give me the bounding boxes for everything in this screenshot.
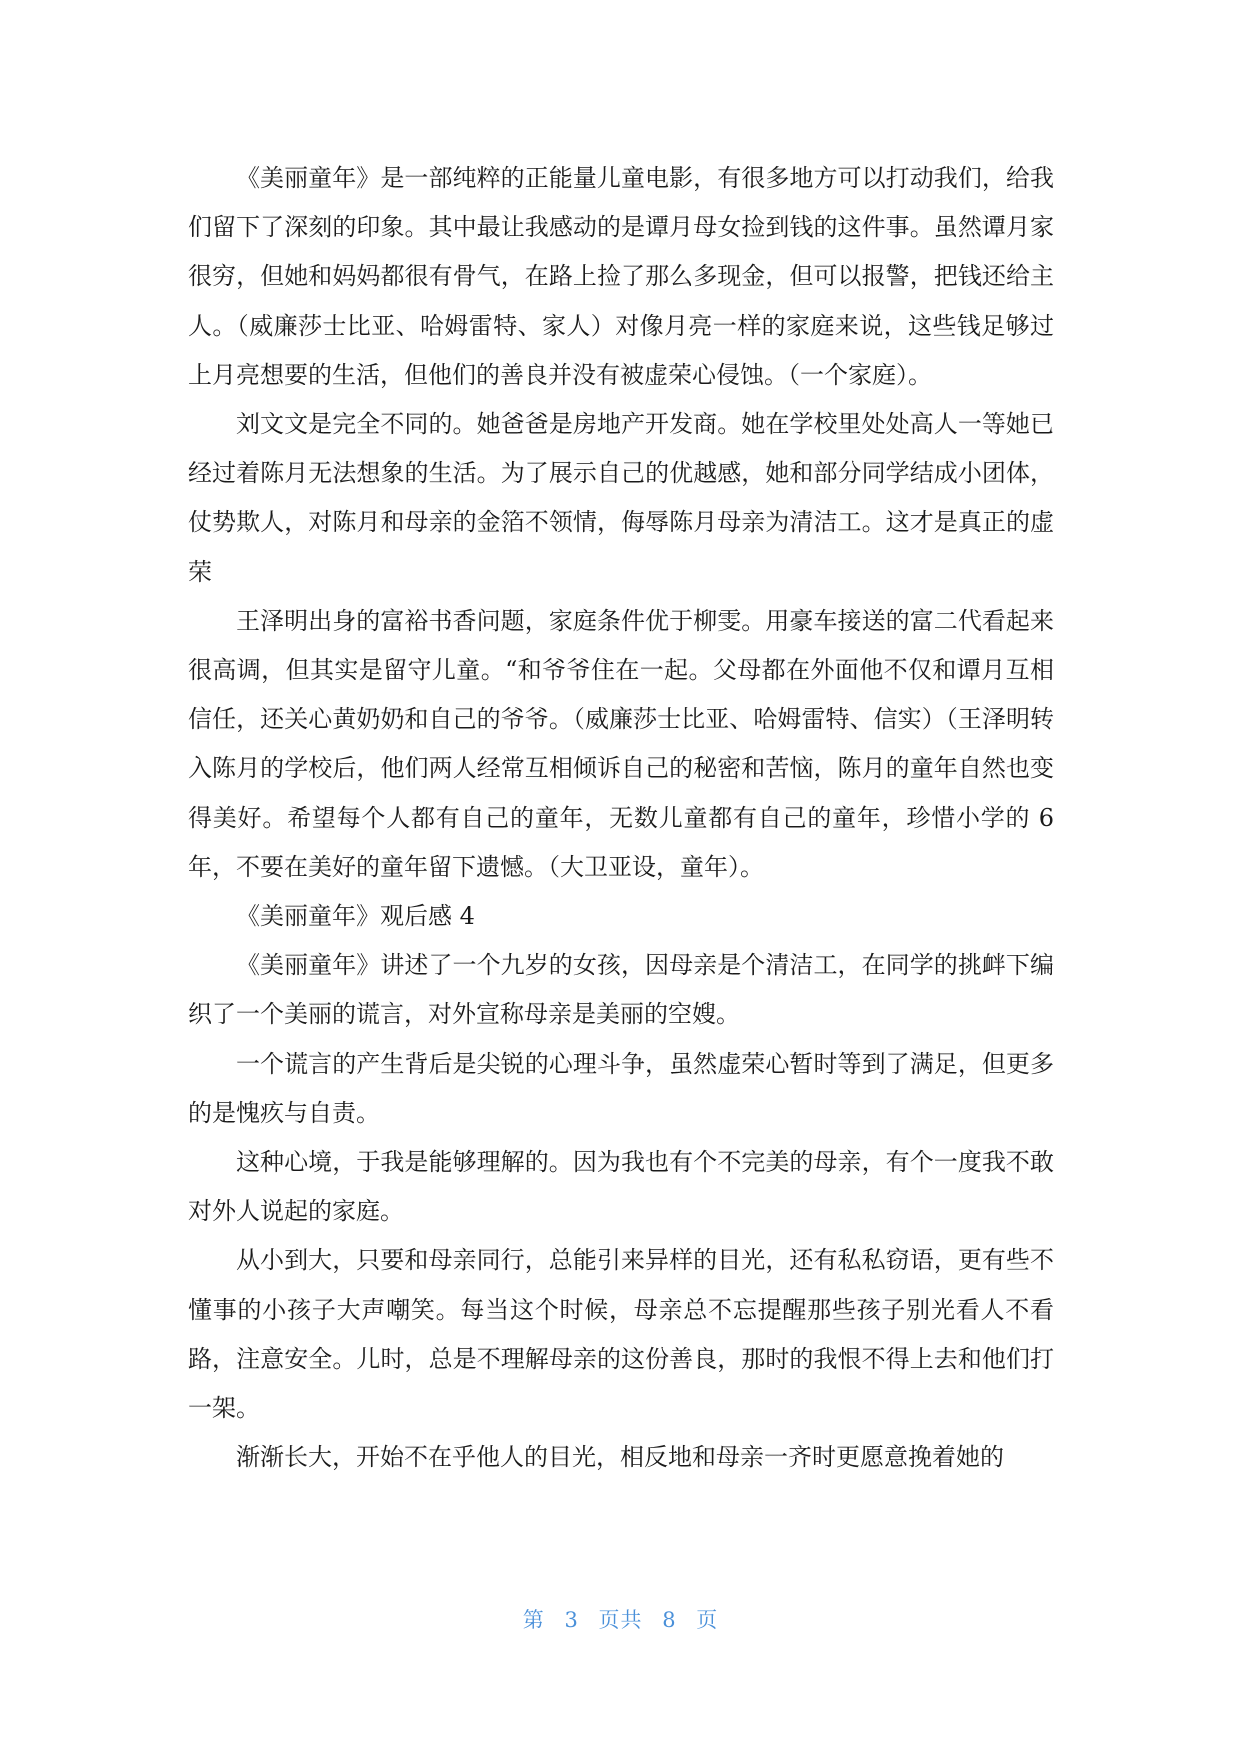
paragraph: 《美丽童年》是一部纯粹的正能量儿童电影，有很多地方可以打动我们，给我们留下了深刻的印象。其中最让我感动的是谭月母女捡到钱的这件事。虽然谭月家很穷，但她和妈妈都很有骨气，在路上捡了那么多现金，但可以报警，把钱还给主人。（威廉莎士比亚、哈姆雷特、家人）对像月亮一样的家庭来说，这些钱足够过上月亮想要的生活，但他们的善良并没有被虚荣心侵蚀。（一个家庭）。 — [188, 164, 1054, 389]
footer-total-pages: 8 — [662, 1608, 677, 1632]
footer-middle: 页共 — [598, 1608, 643, 1632]
paragraph: 从小到大，只要和母亲同行，总能引来异样的目光，还有私私窃语，更有些不懂事的小孩子大声嘲笑。每当这个时候，母亲总不忘提醒那些孩子别光看人不看路，注意安全。儿时，总是不理解母亲的这份善良，那时的我恨不得上去和他们打一架。 — [188, 1246, 1054, 1423]
paragraph: 刘文文是完全不同的。她爸爸是房地产开发商。她在学校里处处高人一等她已经过着陈月无法想象的生活。为了展示自己的优越感，她和部分同学结成小团体，仗势欺人，对陈月和母亲的金箔不领情，侮辱陈月母亲为清洁工。这才是真正的虚荣 — [188, 410, 1054, 586]
footer-suffix: 页 — [696, 1608, 719, 1632]
page-footer — [0, 1604, 1241, 1634]
paragraph: 渐渐长大，开始不在乎他人的目光，相反地和母亲一齐时更愿意挽着她的 — [236, 1443, 1004, 1472]
footer-prefix: 第 — [522, 1608, 545, 1632]
document-body — [188, 154, 1054, 1482]
paragraph: 一个谎言的产生背后是尖锐的心理斗争，虽然虚荣心暂时等到了满足，但更多的是愧疚与自责。 — [188, 1049, 1054, 1127]
section-heading: 《美丽童年》观后感 4 — [236, 902, 475, 931]
footer-current-page: 3 — [564, 1608, 579, 1632]
paragraph: 这种心境，于我是能够理解的。因为我也有个不完美的母亲，有个一度我不敢对外人说起的家庭。 — [188, 1148, 1054, 1226]
paragraph: 王泽明出身的富裕书香问题，家庭条件优于柳雯。用豪车接送的富二代看起来很高调，但其实是留守儿童。“和爷爷住在一起。父母都在外面他不仅和谭月互相信任，还关心黄奶奶和自己的爷爷。（威廉莎士比亚、哈姆雷特、信实）（王泽明转入陈月的学校后，他们两人经常互相倾诉自己的秘密和苦恼，陈月的童年自然也变得美好。希望每个人都有自己的童年，无数儿童都有自己的童年，珍惜小学的 6 年，不要在美好的童年留下遗憾。（大卫亚设，童年）。 — [188, 606, 1054, 881]
paragraph: 《美丽童年》讲述了一个九岁的女孩，因母亲是个清洁工，在同学的挑衅下编织了一个美丽的谎言，对外宣称母亲是美丽的空嫂。 — [188, 951, 1054, 1029]
